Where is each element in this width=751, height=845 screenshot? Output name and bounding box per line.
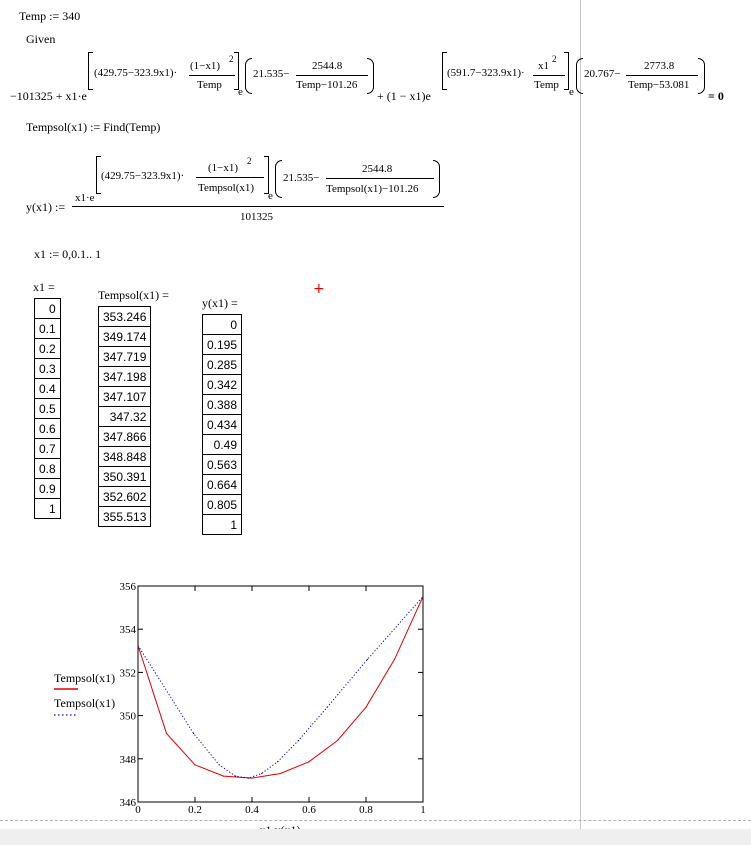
y-table-cell: 0.664 xyxy=(203,475,242,495)
x-tick-label: 0.4 xyxy=(245,804,259,816)
dew-point xyxy=(327,707,328,708)
tempsol-table-cell: 347.107 xyxy=(99,387,151,407)
tempsol-table-cell: 347.198 xyxy=(99,367,151,387)
tempsol-table-cell: 355.513 xyxy=(99,507,151,527)
y-def-antoine-b: 2544.8 xyxy=(362,163,393,175)
y-table-row xyxy=(203,395,242,415)
bubble-point xyxy=(394,659,395,660)
eq-bracket xyxy=(234,52,239,90)
y-def-coef: (429.75−323.9x1)· xyxy=(101,170,185,182)
y-table-cell: 0.434 xyxy=(203,415,242,435)
eq-antoine2-b: 2773.8 xyxy=(644,60,675,72)
x1-table-row xyxy=(35,299,61,319)
eq-paren xyxy=(367,58,374,94)
bubble-point xyxy=(365,707,366,708)
eq-term2-prefix: + (1 − x1)e xyxy=(377,89,431,103)
y-table-row xyxy=(203,335,242,355)
eq-term1-coef: (429.75−323.9x1)· xyxy=(94,67,178,79)
legend-label-dew: Tempsol(x1) xyxy=(54,696,116,710)
tempsol-table-row xyxy=(99,387,151,407)
dew-point xyxy=(193,733,194,734)
y-table-cell: 0.563 xyxy=(203,455,242,475)
tempsol-table-cell: 350.391 xyxy=(99,467,151,487)
dew-curve xyxy=(138,597,423,779)
legend-label-bubble: Tempsol(x1) xyxy=(54,671,116,685)
y-result-table[interactable] xyxy=(202,314,242,535)
x1-table-cell: 0 xyxy=(35,299,61,319)
x1-table-row xyxy=(35,439,61,459)
y-def-num-prefix: x1·e xyxy=(75,192,95,204)
y-tick-label: 356 xyxy=(119,581,136,593)
given-keyword[interactable]: Given xyxy=(26,32,56,46)
y-def-frac-bar xyxy=(196,177,264,178)
bubble-point xyxy=(166,733,167,734)
range-definition[interactable]: x1 := 0,0.1.. 1 xyxy=(34,247,102,261)
y-tick-label: 346 xyxy=(119,797,136,809)
y-def-frac-bar xyxy=(326,178,434,179)
tempsol-table-row xyxy=(99,427,151,447)
y-def-main-bar xyxy=(72,206,444,207)
eq-frac-bar xyxy=(533,75,565,76)
y-table-row xyxy=(203,455,242,475)
y-table-cell: 0.342 xyxy=(203,375,242,395)
y-table-row xyxy=(203,475,242,495)
dew-point xyxy=(235,776,236,777)
y-table-cell: 1 xyxy=(203,515,242,535)
y-table-row xyxy=(203,375,242,395)
y-tick-label: 348 xyxy=(119,753,136,766)
x-tick-label: 0.6 xyxy=(302,804,316,816)
tempsol-table-row xyxy=(99,347,151,367)
tempsol-table-row xyxy=(99,487,151,507)
x1-table-row xyxy=(35,459,61,479)
bubble-point xyxy=(308,761,309,762)
y-def-denominator: 101325 xyxy=(240,211,273,223)
x1-table-cell: 0.3 xyxy=(35,359,61,379)
y-def-e-base: e xyxy=(268,190,273,202)
tempsol-table-row xyxy=(99,447,151,467)
y-def-fden: Tempsol(x1) xyxy=(198,182,255,194)
bubble-curve xyxy=(138,597,423,779)
x1-table-cell: 0.4 xyxy=(35,379,61,399)
y-table-cell: 0 xyxy=(203,315,242,335)
eq-paren xyxy=(245,58,252,94)
eq-paren xyxy=(576,58,583,94)
x1-table-row xyxy=(35,399,61,419)
eq-e-base: e xyxy=(569,86,574,98)
x1-table-row xyxy=(35,499,61,519)
temp-definition[interactable]: Temp := 340 xyxy=(19,9,81,23)
eq-antoine1-den: Temp−101.26 xyxy=(296,79,358,91)
x1-table-label: x1 = xyxy=(33,280,55,294)
tempsol-table-label: Tempsol(x1) = xyxy=(98,288,169,302)
dew-point xyxy=(367,659,368,660)
eq-bold-equals: = 0 xyxy=(708,89,724,103)
status-bar xyxy=(0,829,751,845)
eq-bracket xyxy=(88,52,93,90)
eq-bracket xyxy=(564,52,569,90)
tempsol-table-row xyxy=(99,467,151,487)
x1-table-cell: 0.2 xyxy=(35,339,61,359)
tempsol-table-cell: 353.246 xyxy=(99,307,151,327)
tempsol-table-row xyxy=(99,507,151,527)
tempsol-table-cell: 347.32 xyxy=(99,407,151,427)
eq-frac-bar xyxy=(189,75,235,76)
y-def-bracket xyxy=(264,156,269,194)
bubble-point xyxy=(223,776,224,777)
eq-e-base: e xyxy=(238,86,243,98)
tempsol-result-table[interactable] xyxy=(98,306,151,527)
eq-antoine1-b: 2544.8 xyxy=(312,60,343,72)
eq-frac-bar xyxy=(296,75,368,76)
dew-point xyxy=(219,764,220,765)
y-table-row xyxy=(203,355,242,375)
eq-constant: −101325 + x1·e xyxy=(10,89,87,103)
eq-antoine1-a: 21.535− xyxy=(253,68,290,80)
eq-paren xyxy=(698,58,705,94)
y-table-cell: 0.805 xyxy=(203,495,242,515)
eq-term1-num: (1−x1) xyxy=(190,60,221,72)
bubble-point xyxy=(337,740,338,741)
eq-frac-bar xyxy=(626,75,698,76)
y-table-cell: 0.285 xyxy=(203,355,242,375)
y-def-antoine-a: 21.535− xyxy=(283,172,320,184)
x-tick-label: 0 xyxy=(135,804,141,816)
x1-table-cell: 0.7 xyxy=(35,439,61,459)
x-tick-label: 1 xyxy=(420,804,426,816)
y-def-paren xyxy=(433,160,440,198)
bubble-point xyxy=(280,773,281,774)
dew-point xyxy=(298,740,299,741)
tempsol-table-cell: 347.719 xyxy=(99,347,151,367)
y-tick-label: 350 xyxy=(119,710,136,723)
y-def-paren xyxy=(275,160,282,198)
dew-point xyxy=(248,777,249,778)
y-table-label: y(x1) = xyxy=(202,296,238,310)
plot-frame xyxy=(138,586,423,802)
bubble-point xyxy=(137,645,138,646)
page-break-line xyxy=(0,820,751,821)
x1-table-cell: 0.8 xyxy=(35,459,61,479)
find-definition[interactable]: Tempsol(x1) := Find(Temp) xyxy=(26,120,161,134)
eq-term2-coef: (591.7−323.9x1)· xyxy=(447,67,525,79)
x1-table-row xyxy=(35,319,61,339)
tempsol-table-cell: 347.866 xyxy=(99,427,151,447)
y-table-cell: 0.49 xyxy=(203,435,242,455)
y-table-cell: 0.195 xyxy=(203,335,242,355)
tempsol-table-cell: 348.848 xyxy=(99,447,151,467)
tempsol-table-cell: 352.602 xyxy=(99,487,151,507)
x1-table-cell: 0.1 xyxy=(35,319,61,339)
x1-table-row xyxy=(35,339,61,359)
x1-table-cell: 1 xyxy=(35,499,61,519)
dew-point xyxy=(277,761,278,762)
eq-antoine2-den: Temp−53.081 xyxy=(628,79,690,91)
y-table-cell: 0.388 xyxy=(203,395,242,415)
x1-table-row xyxy=(35,379,61,399)
y-def-lhs: y(x1) := xyxy=(26,200,66,214)
x-tick-label: 0.8 xyxy=(359,804,373,816)
y-table-row xyxy=(203,435,242,455)
tempsol-table-row xyxy=(99,367,151,387)
tempsol-table-cell: 349.174 xyxy=(99,327,151,347)
x1-table-cell: 0.5 xyxy=(35,399,61,419)
dew-point xyxy=(261,773,262,774)
eq-term2-num: x1 xyxy=(538,60,549,72)
x1-result-table[interactable] xyxy=(34,298,61,519)
x1-table-cell: 0.9 xyxy=(35,479,61,499)
y-table-row xyxy=(203,315,242,335)
bubble-point xyxy=(251,777,252,778)
y-table-row xyxy=(203,415,242,435)
tempsol-table-row xyxy=(99,407,151,427)
x1-table-row xyxy=(35,419,61,439)
y-table-row xyxy=(203,495,242,515)
page-boundary-line xyxy=(580,0,581,830)
eq-term2-den: Temp xyxy=(534,79,559,91)
x-tick-label: 0.2 xyxy=(188,804,202,816)
y-def-fexp: 2 xyxy=(247,156,252,166)
y-tick-label: 354 xyxy=(119,624,136,637)
eq-antoine2-a: 20.767− xyxy=(584,68,621,80)
eq-term2-exp: 2 xyxy=(552,54,557,64)
x1-table-row xyxy=(35,479,61,499)
x1-table-cell: 0.6 xyxy=(35,419,61,439)
x1-table-row xyxy=(35,359,61,379)
eq-term1-den: Temp xyxy=(197,79,222,91)
tempsol-table-row xyxy=(99,307,151,327)
red-cursor-icon: + xyxy=(313,281,325,297)
dew-point xyxy=(422,596,423,597)
eq-term1-exp: 2 xyxy=(229,54,234,64)
y-tick-label: 352 xyxy=(119,667,136,680)
y-def-fnum: (1−x1) xyxy=(208,162,239,174)
bubble-point xyxy=(194,764,195,765)
dew-point xyxy=(137,645,138,646)
tempsol-table-row xyxy=(99,327,151,347)
bubble-point xyxy=(422,596,423,597)
y-def-antoine-den: Tempsol(x1)−101.26 xyxy=(326,183,419,195)
y-table-row xyxy=(203,515,242,535)
